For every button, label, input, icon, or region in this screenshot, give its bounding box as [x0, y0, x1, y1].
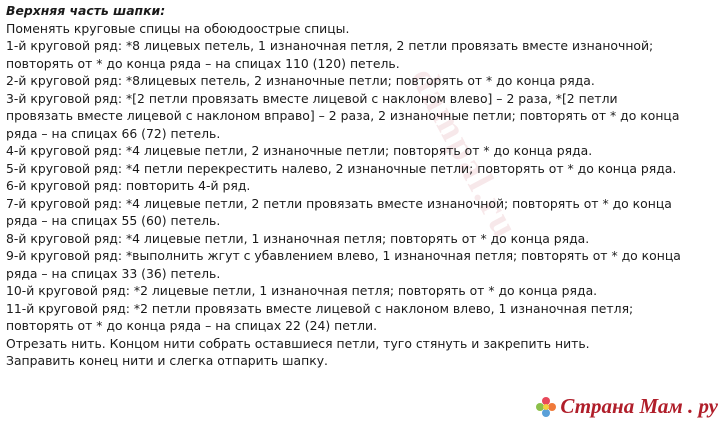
text-line: 6-й круговой ряд: повторить 4-й ряд. [6, 178, 251, 193]
document-body [6, 2, 718, 370]
text-line: 9-й круговой ряд: *выполнить жгут с убавлением влево, 1 изнаночная петля; повторять от * до конца [6, 248, 681, 263]
text-line: 10-й круговой ряд: *2 лицевые петли, 1 изнаночная петля; повторять от * до конца ряда. [6, 283, 598, 298]
text-line: 8-й круговой ряд: *4 лицевые петли, 1 изнаночная петля; повторять от * до конца ряда. [6, 230, 590, 246]
text-line: ряда – на спицах 33 (36) петель. [6, 265, 221, 281]
text-line: 7-й круговой ряд: *4 лицевые петли, 2 петли провязать вместе изнаночной; повторять от * до конца [6, 195, 672, 211]
text-line: ряда – на спицах 66 (72) петель. [6, 125, 221, 141]
text-line: Заправить конец нити и слегка отпарить шапку. [6, 353, 328, 368]
text-line: Поменять круговые спицы на обоюдоострые спицы. [6, 20, 350, 36]
text-line: 3-й круговой ряд: *[2 петли провязать вместе лицевой с наклоном влево] – 2 раза, *[2 петли [6, 90, 618, 106]
text-line: ряда – на спицах 55 (60) петель. [6, 213, 221, 228]
text-line: провязать вместе лицевой с наклоном вправо] – 2 раза, 2 изнаночные петли; повторять от * до конца [6, 108, 680, 123]
watermark: dampal.ru [402, 60, 528, 247]
text-line: повторять от * до конца ряда – на спицах 110 (120) петель. [6, 55, 400, 71]
text-line: 1-й круговой ряд: *8 лицевых петель, 1 изнаночная петля, 2 петли провязать вместе изнаночной; [6, 38, 654, 53]
section-title: Верхняя часть шапки: [6, 3, 166, 18]
logo-text: Страна Мам . ру [560, 394, 718, 418]
text-line: Отрезать нить. Концом нити собрать оставшиеся петли, туго стянуть и закрепить нить. [6, 335, 590, 351]
flower-icon [535, 396, 557, 418]
text-line: 5-й круговой ряд: *4 петли перекрестить налево, 2 изнаночные петли; повторять от * до конца ряда. [6, 160, 677, 176]
text-line: повторять от * до конца ряда – на спицах 22 (24) петли. [6, 318, 378, 333]
text-line: 4-й круговой ряд: *4 лицевые петли, 2 изнаночные петли; повторять от * до конца ряда. [6, 143, 593, 158]
text-line: 2-й круговой ряд: *8лицевых петель, 2 изнаночные петли; повторять от * до конца ряда. [6, 73, 595, 88]
site-logo [535, 394, 718, 419]
text-line: 11-й круговой ряд: *2 петли провязать вместе лицевой с наклоном влево, 1 изнаночная петля; [6, 300, 634, 316]
